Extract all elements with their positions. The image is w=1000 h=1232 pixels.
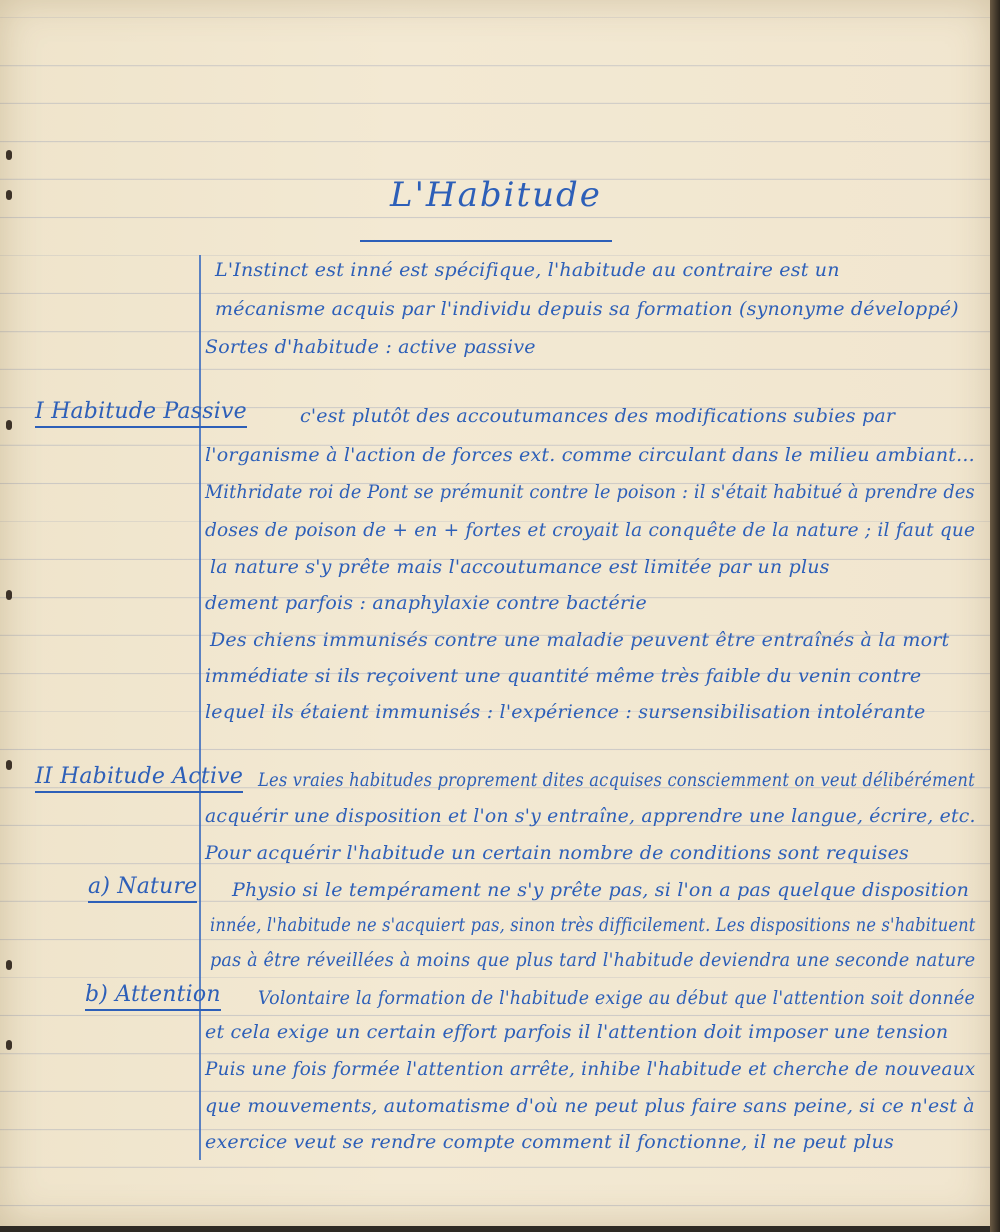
subsection-b-line: Puis une fois formée l'attention arrête, inhibe l'habitude et cherche de nouveaux — [205, 1058, 976, 1080]
subsection-a-line: innée, l'habitude ne s'acquiert pas, sinon très difficilement. Les dispositions ne s'habituent — [210, 914, 976, 936]
intro-line: mécanisme acquis par l'individu depuis sa formation (synonyme développé) — [215, 298, 959, 320]
binding-hole — [6, 150, 12, 160]
binding-hole — [6, 960, 12, 970]
section-2-line: acquérir une disposition et l'on s'y entraîne, apprendre une langue, écrire, etc. — [205, 805, 976, 827]
section-1-heading-text: I Habitude Passive — [35, 399, 247, 428]
section-1-line: doses de poison de + en + fortes et croyait la conquête de la nature ; il faut que — [205, 519, 976, 541]
subsection-b-line: que mouvements, automatisme d'où ne peut plus faire sans peine, si ce n'est à — [205, 1095, 975, 1117]
section-1-line: l'organisme à l'action de forces ext. comme circulant dans le milieu ambiant... — [205, 444, 975, 466]
subsection-a-line: pas à être réveillées à moins que plus tard l'habitude deviendra une seconde nature — [210, 949, 976, 971]
notebook-spine — [990, 0, 1000, 1232]
intro-line: Sortes d'habitude : active passive — [205, 336, 536, 358]
section-2-line: Pour acquérir l'habitude un certain nombre de conditions sont requises — [205, 842, 909, 864]
page-title: L'Habitude — [390, 175, 602, 215]
title-underline — [360, 240, 612, 242]
subsection-b-line: exercice veut se rendre compte comment il fonctionne, il ne peut plus — [205, 1131, 894, 1153]
subsection-b-heading — [85, 983, 221, 1007]
binding-hole — [6, 760, 12, 770]
section-1-heading — [35, 400, 247, 424]
section-1-line: Mithridate roi de Pont se prémunit contre le poison : il s'était habitué à prendre des — [205, 481, 975, 503]
margin-rule — [199, 255, 201, 1160]
binding-hole — [6, 420, 12, 430]
subsection-b-line: et cela exige un certain effort parfois il l'attention doit imposer une tension — [205, 1021, 949, 1043]
intro-line: L'Instinct est inné est spécifique, l'habitude au contraire est un — [215, 259, 840, 281]
section-2-heading-text: II Habitude Active — [35, 764, 243, 793]
subsection-b-lead: Volontaire la formation de l'habitude exige au début que l'attention soit donnée — [258, 987, 976, 1009]
section-1-line: la nature s'y prête mais l'accoutumance est limitée par un plus — [210, 556, 830, 578]
binding-hole — [6, 1040, 12, 1050]
section-2-lead: Les vraies habitudes proprement dites acquises consciemment on veut délibérément — [258, 769, 975, 791]
section-1-line: Des chiens immunisés contre une maladie peuvent être entraînés à la mort — [210, 629, 950, 651]
section-1-lead: c'est plutôt des accoutumances des modifications subies par — [300, 405, 896, 427]
subsection-a-lead: Physio si le tempérament ne s'y prête pas, si l'on a pas quelque disposition — [232, 879, 970, 901]
section-1-line: lequel ils étaient immunisés : l'expérience : sursensibilisation intolérante — [205, 701, 926, 723]
subsection-a-heading-text: a) Nature — [88, 874, 197, 903]
subsection-a-heading — [88, 875, 197, 899]
binding-hole — [6, 190, 12, 200]
section-2-heading — [35, 765, 243, 789]
binding-hole — [6, 590, 12, 600]
section-1-line: immédiate si ils reçoivent une quantité même très faible du venin contre — [205, 665, 922, 687]
subsection-b-heading-text: b) Attention — [85, 982, 221, 1011]
section-1-line: dement parfois : anaphylaxie contre bactérie — [205, 592, 647, 614]
